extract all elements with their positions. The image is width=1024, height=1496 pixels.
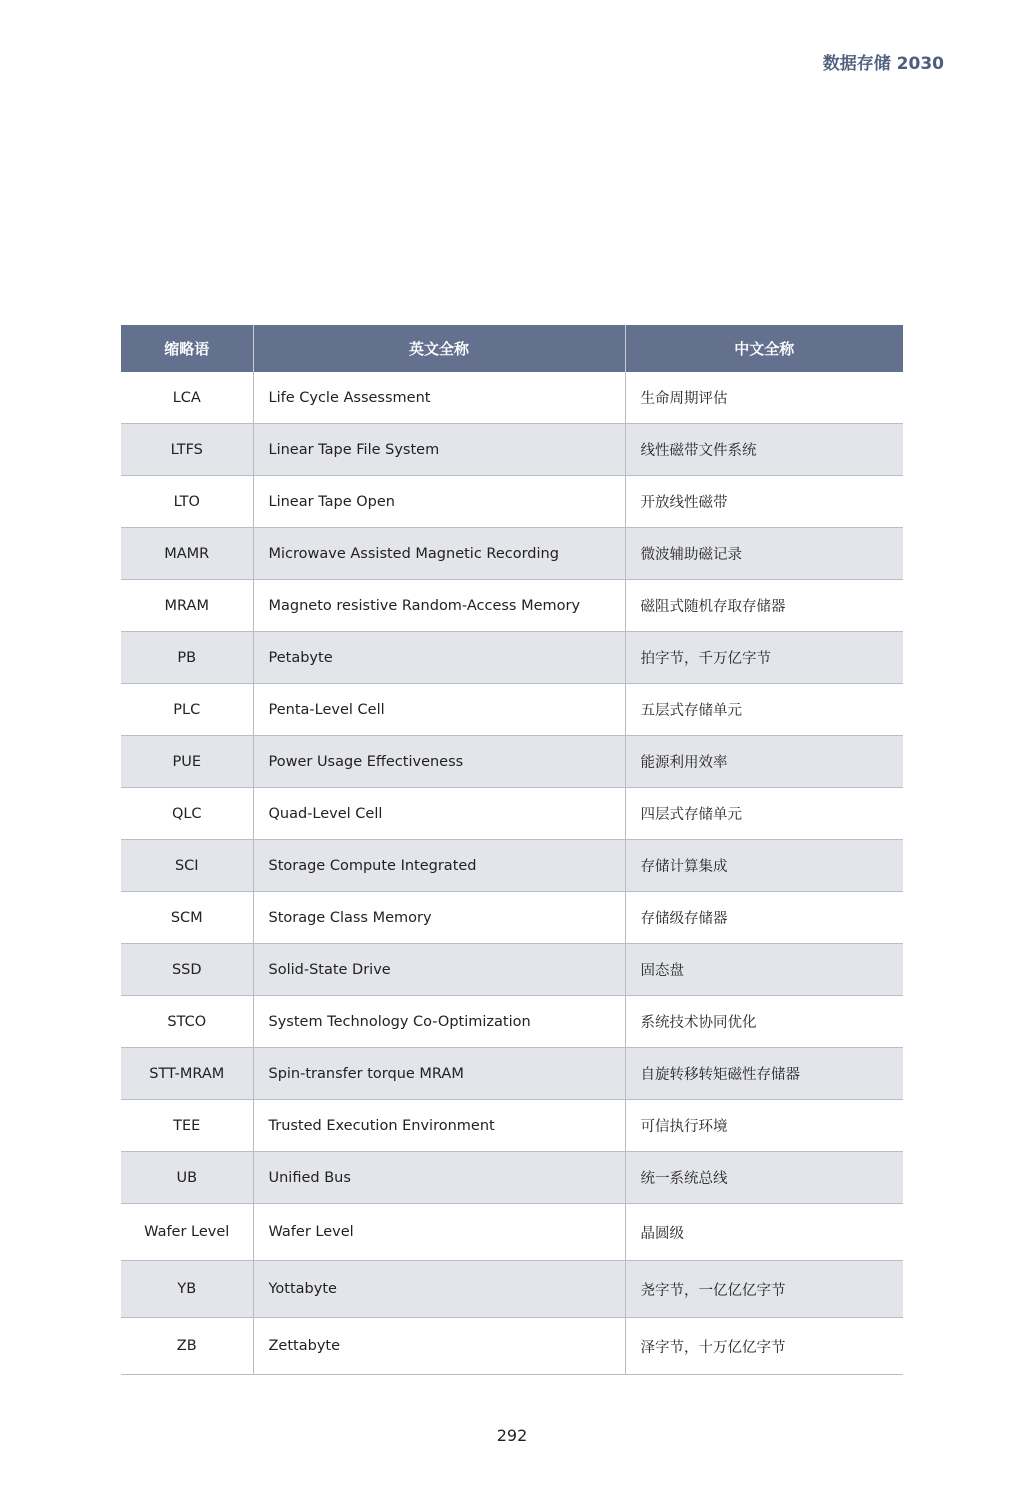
table-row [121,424,903,476]
document-title: 数据存储 2030 [822,54,944,74]
table-row [121,892,903,944]
chinese-name-cell: 晶圆级 [625,1204,903,1261]
english-name-cell: Penta-Level Cell [253,684,625,736]
table-row [121,1152,903,1204]
abbreviation-cell: PLC [121,684,253,736]
abbreviation-cell: STCO [121,996,253,1048]
english-name-cell: Spin-transfer torque MRAM [253,1048,625,1100]
table-body [121,372,903,1375]
abbreviation-cell: SCI [121,840,253,892]
table-row [121,632,903,684]
english-name-cell: Trusted Execution Environment [253,1100,625,1152]
chinese-name-cell: 拍字节，千万亿字节 [625,632,903,684]
table-row [121,528,903,580]
table-row [121,684,903,736]
english-name-cell: Magneto resistive Random-Access Memory [253,580,625,632]
english-name-cell: System Technology Co-Optimization [253,996,625,1048]
table-row [121,840,903,892]
column-header-english-name: 英文全称 [253,325,625,372]
abbreviation-cell: ZB [121,1318,253,1375]
abbreviation-cell: LCA [121,372,253,424]
table-row [121,580,903,632]
chinese-name-cell: 微波辅助磁记录 [625,528,903,580]
abbreviation-cell: PB [121,632,253,684]
chinese-name-cell: 尧字节，一亿亿亿字节 [625,1261,903,1318]
abbreviation-cell: Wafer Level [121,1204,253,1261]
english-name-cell: Petabyte [253,632,625,684]
table-row [121,476,903,528]
chinese-name-cell: 磁阻式随机存取存储器 [625,580,903,632]
chinese-name-cell: 开放线性磁带 [625,476,903,528]
abbreviation-cell: SCM [121,892,253,944]
column-header-chinese-name: 中文全称 [625,325,903,372]
abbreviation-cell: PUE [121,736,253,788]
chinese-name-cell: 生命周期评估 [625,372,903,424]
english-name-cell: Solid-State Drive [253,944,625,996]
abbreviation-cell: MRAM [121,580,253,632]
chinese-name-cell: 系统技术协同优化 [625,996,903,1048]
abbreviation-cell: LTO [121,476,253,528]
english-name-cell: Storage Compute Integrated [253,840,625,892]
table-header [121,325,903,372]
abbreviation-cell: SSD [121,944,253,996]
table-row [121,1100,903,1152]
chinese-name-cell: 能源利用效率 [625,736,903,788]
table-row [121,1048,903,1100]
english-name-cell: Power Usage Effectiveness [253,736,625,788]
abbreviation-table [121,325,903,1375]
table-row [121,372,903,424]
abbreviation-cell: STT-MRAM [121,1048,253,1100]
english-name-cell: Quad-Level Cell [253,788,625,840]
table-row [121,944,903,996]
page-number: 292 [496,1426,528,1445]
english-name-cell: Wafer Level [253,1204,625,1261]
english-name-cell: Life Cycle Assessment [253,372,625,424]
table-row [121,1261,903,1318]
abbreviation-table-container [121,325,903,1375]
english-name-cell: Microwave Assisted Magnetic Recording [253,528,625,580]
chinese-name-cell: 五层式存储单元 [625,684,903,736]
english-name-cell: Linear Tape File System [253,424,625,476]
table-row [121,736,903,788]
table-header-row [121,325,903,372]
chinese-name-cell: 线性磁带文件系统 [625,424,903,476]
english-name-cell: Zettabyte [253,1318,625,1375]
english-name-cell: Linear Tape Open [253,476,625,528]
chinese-name-cell: 统一系统总线 [625,1152,903,1204]
chinese-name-cell: 存储级存储器 [625,892,903,944]
abbreviation-cell: MAMR [121,528,253,580]
table-row [121,996,903,1048]
table-row [121,1318,903,1375]
english-name-cell: Unified Bus [253,1152,625,1204]
abbreviation-cell: YB [121,1261,253,1318]
column-header-abbreviation: 缩略语 [121,325,253,372]
chinese-name-cell: 泽字节，十万亿亿字节 [625,1318,903,1375]
table-row [121,788,903,840]
chinese-name-cell: 自旋转移转矩磁性存储器 [625,1048,903,1100]
abbreviation-cell: UB [121,1152,253,1204]
chinese-name-cell: 可信执行环境 [625,1100,903,1152]
abbreviation-cell: LTFS [121,424,253,476]
chinese-name-cell: 固态盘 [625,944,903,996]
english-name-cell: Yottabyte [253,1261,625,1318]
chinese-name-cell: 存储计算集成 [625,840,903,892]
english-name-cell: Storage Class Memory [253,892,625,944]
chinese-name-cell: 四层式存储单元 [625,788,903,840]
table-row [121,1204,903,1261]
abbreviation-cell: QLC [121,788,253,840]
abbreviation-cell: TEE [121,1100,253,1152]
